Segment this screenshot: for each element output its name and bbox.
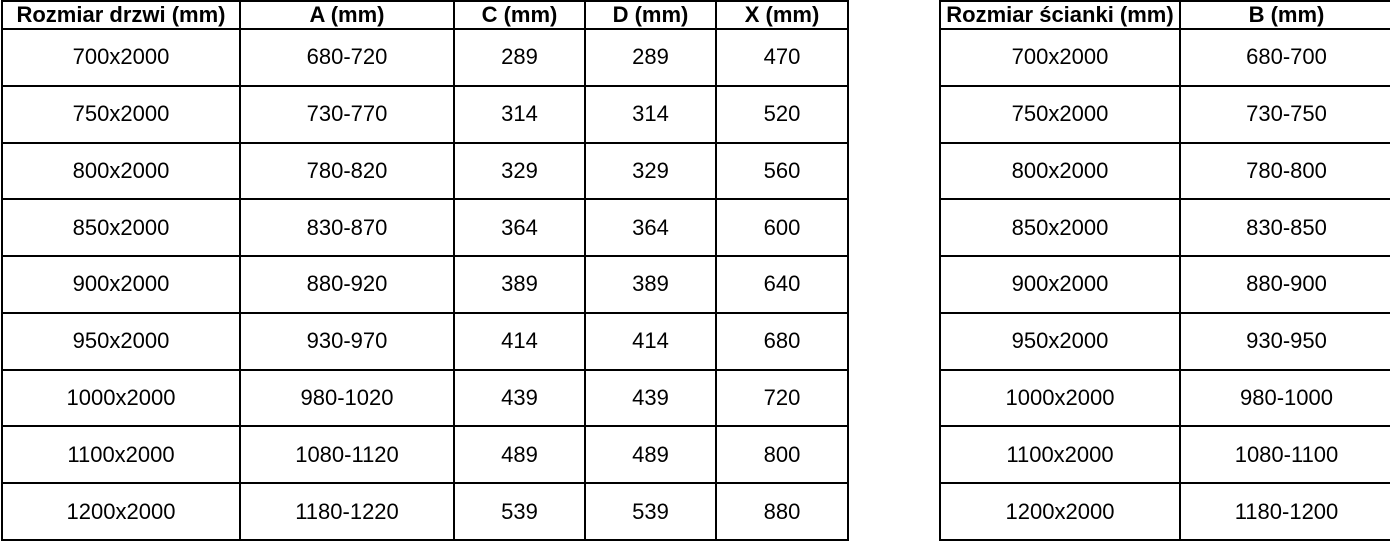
table-row bbox=[2, 483, 848, 540]
table-row bbox=[2, 426, 848, 483]
table-row bbox=[940, 483, 1390, 540]
cell-b: 1080-1100 bbox=[1180, 426, 1390, 483]
cell-b: 730-750 bbox=[1180, 86, 1390, 143]
table-row bbox=[940, 313, 1390, 370]
table-row bbox=[2, 143, 848, 200]
column-header-c: C (mm) bbox=[454, 1, 585, 29]
table-row bbox=[940, 29, 1390, 86]
table-row bbox=[2, 29, 848, 86]
cell-a: 980-1020 bbox=[240, 370, 454, 427]
cell-c: 314 bbox=[454, 86, 585, 143]
cell-x: 600 bbox=[716, 199, 848, 256]
cell-c: 414 bbox=[454, 313, 585, 370]
cell-b: 680-700 bbox=[1180, 29, 1390, 86]
cell-d: 389 bbox=[585, 256, 716, 313]
cell-d: 489 bbox=[585, 426, 716, 483]
cell-d: 364 bbox=[585, 199, 716, 256]
cell-x: 520 bbox=[716, 86, 848, 143]
cell-c: 539 bbox=[454, 483, 585, 540]
table-row bbox=[940, 86, 1390, 143]
cell-wall-size: 1000x2000 bbox=[940, 370, 1180, 427]
table-row bbox=[2, 370, 848, 427]
cell-c: 364 bbox=[454, 199, 585, 256]
cell-c: 329 bbox=[454, 143, 585, 200]
cell-d: 329 bbox=[585, 143, 716, 200]
door-table-header-row bbox=[2, 1, 848, 29]
cell-door-size: 900x2000 bbox=[2, 256, 240, 313]
cell-door-size: 750x2000 bbox=[2, 86, 240, 143]
cell-a: 680-720 bbox=[240, 29, 454, 86]
table-row bbox=[940, 143, 1390, 200]
cell-wall-size: 900x2000 bbox=[940, 256, 1180, 313]
table-row bbox=[940, 256, 1390, 313]
cell-d: 289 bbox=[585, 29, 716, 86]
cell-wall-size: 1100x2000 bbox=[940, 426, 1180, 483]
cell-b: 780-800 bbox=[1180, 143, 1390, 200]
cell-door-size: 850x2000 bbox=[2, 199, 240, 256]
table-row bbox=[940, 426, 1390, 483]
cell-wall-size: 800x2000 bbox=[940, 143, 1180, 200]
cell-c: 489 bbox=[454, 426, 585, 483]
cell-x: 640 bbox=[716, 256, 848, 313]
cell-wall-size: 1200x2000 bbox=[940, 483, 1180, 540]
cell-d: 414 bbox=[585, 313, 716, 370]
table-row bbox=[2, 199, 848, 256]
wall-size-table bbox=[939, 0, 1390, 541]
cell-wall-size: 750x2000 bbox=[940, 86, 1180, 143]
cell-d: 314 bbox=[585, 86, 716, 143]
cell-c: 289 bbox=[454, 29, 585, 86]
table-row bbox=[940, 370, 1390, 427]
cell-door-size: 700x2000 bbox=[2, 29, 240, 86]
cell-b: 830-850 bbox=[1180, 199, 1390, 256]
wall-table-header-row bbox=[940, 1, 1390, 29]
table-row bbox=[2, 313, 848, 370]
table-row bbox=[2, 256, 848, 313]
cell-a: 730-770 bbox=[240, 86, 454, 143]
column-header-d: D (mm) bbox=[585, 1, 716, 29]
cell-b: 930-950 bbox=[1180, 313, 1390, 370]
cell-a: 930-970 bbox=[240, 313, 454, 370]
cell-a: 880-920 bbox=[240, 256, 454, 313]
cell-a: 780-820 bbox=[240, 143, 454, 200]
column-header-rozmiar-scianki: Rozmiar ścianki (mm) bbox=[940, 1, 1180, 29]
column-header-a: A (mm) bbox=[240, 1, 454, 29]
cell-d: 439 bbox=[585, 370, 716, 427]
cell-x: 680 bbox=[716, 313, 848, 370]
door-size-table bbox=[1, 0, 849, 541]
cell-b: 980-1000 bbox=[1180, 370, 1390, 427]
table-row bbox=[2, 86, 848, 143]
cell-door-size: 1000x2000 bbox=[2, 370, 240, 427]
cell-wall-size: 950x2000 bbox=[940, 313, 1180, 370]
cell-x: 720 bbox=[716, 370, 848, 427]
cell-d: 539 bbox=[585, 483, 716, 540]
cell-x: 880 bbox=[716, 483, 848, 540]
cell-c: 389 bbox=[454, 256, 585, 313]
cell-a: 830-870 bbox=[240, 199, 454, 256]
cell-x: 470 bbox=[716, 29, 848, 86]
cell-a: 1180-1220 bbox=[240, 483, 454, 540]
cell-b: 1180-1200 bbox=[1180, 483, 1390, 540]
cell-door-size: 1200x2000 bbox=[2, 483, 240, 540]
cell-door-size: 950x2000 bbox=[2, 313, 240, 370]
column-header-rozmiar-drzwi: Rozmiar drzwi (mm) bbox=[2, 1, 240, 29]
cell-door-size: 1100x2000 bbox=[2, 426, 240, 483]
cell-b: 880-900 bbox=[1180, 256, 1390, 313]
cell-a: 1080-1120 bbox=[240, 426, 454, 483]
cell-x: 800 bbox=[716, 426, 848, 483]
cell-c: 439 bbox=[454, 370, 585, 427]
column-header-b: B (mm) bbox=[1180, 1, 1390, 29]
cell-wall-size: 700x2000 bbox=[940, 29, 1180, 86]
cell-door-size: 800x2000 bbox=[2, 143, 240, 200]
table-row bbox=[940, 199, 1390, 256]
cell-x: 560 bbox=[716, 143, 848, 200]
cell-wall-size: 850x2000 bbox=[940, 199, 1180, 256]
column-header-x: X (mm) bbox=[716, 1, 848, 29]
